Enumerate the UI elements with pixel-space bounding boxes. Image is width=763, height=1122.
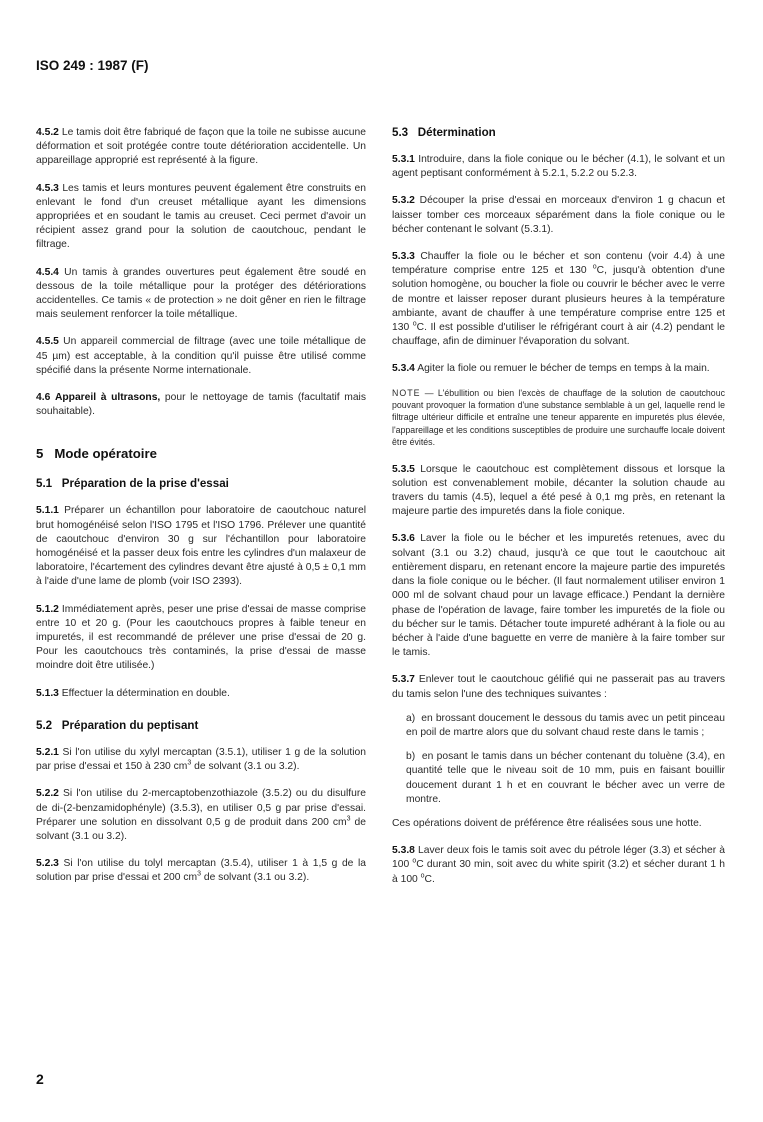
clause-text: C. xyxy=(424,873,435,885)
clause-number: 4.5.2 xyxy=(36,127,59,138)
clause-text: pour le nettoyage de tamis (facultatif mais souhaitable). xyxy=(36,392,366,418)
note-text: — L'ébullition ou bien l'excès de chauffage de la solution de caoutchouc pouvant provoquer la formation d'une substance semblable à un gel, laquelle rend le filtrage ultérieur difficile et entraîne une teneur apparente en impuretés plus élevée, l'appareillage et les conditions susceptibles de produire une surchauffe locale doivent être évités. xyxy=(392,387,725,448)
section-title: Préparation de la prise d'essai xyxy=(61,477,229,491)
clause-5-3-8 xyxy=(392,844,725,887)
section-number: 5.1 xyxy=(36,477,53,491)
clause-5-3-6 xyxy=(392,532,725,660)
clause-5-3-2 xyxy=(392,194,725,237)
clause-text: de solvant (3.1 ou 3.2). xyxy=(201,872,310,884)
section-number: 5.3 xyxy=(392,126,409,139)
degree-sign: o xyxy=(592,263,597,271)
section-title: Mode opératoire xyxy=(54,446,157,462)
clause-text: Un tamis à grandes ouvertures peut également être soudé en dessous de la toile métallique pour la protéger des détériorations accidentelles. Ce tamis « de protection » ne doit gêner en rien le filtrage mais seulement renforcer la toile métallique. xyxy=(36,266,366,321)
clause-5-3-5 xyxy=(392,463,725,520)
clause-5-3-7 xyxy=(392,673,725,701)
clause-text: C, jusqu'à obtention d'une solution homogène, ou boucher la fiole ou couvrir le bécher avec le verre de montre et laisser reposer durant plusieurs heures à la température ambiante, avant de chauffer à une température comprise entre 125 et 130 xyxy=(392,265,725,334)
item-text: en posant le tamis dans un bécher contenant du toluène (3.4), en quantité telle que le niveau soit de 10 mm, puis en faisant bouillir doucement durant 1 h et en couvrant le bécher avec un verre de montre. xyxy=(406,751,725,805)
clause-5-1-1 xyxy=(36,504,366,589)
clause-5-2-1 xyxy=(36,746,366,774)
clause-number: 5.3.2 xyxy=(392,195,415,207)
section-number: 5 xyxy=(36,446,44,462)
superscript: 3 xyxy=(197,870,201,878)
document-id-header: ISO 249 : 1987 (F) xyxy=(36,58,149,73)
clause-4-5-5 xyxy=(36,335,366,378)
clause-text: Laver deux fois le tamis soit avec du pétrole léger (3.3) et sécher à 100 xyxy=(392,845,725,871)
item-label: b) xyxy=(406,751,416,763)
clause-number: 5.2.3 xyxy=(36,858,59,870)
clause-number: 5.3.4 xyxy=(392,363,415,375)
right-column xyxy=(392,126,725,887)
section-number: 5.2 xyxy=(36,718,53,732)
clause-number: 4.5.4 xyxy=(36,266,59,278)
degree-sign: o xyxy=(412,320,417,328)
section-5-2-heading xyxy=(36,719,366,732)
clause-text: Préparer un échantillon pour laboratoire de caoutchouc naturel brut homogénéisé selon l'ISO 1795 et l'ISO 1796. Prélever une quantité de caoutchouc d'environ 30 g sur l'échantillon pour laboratoire homogénéisé et la passer deux fois entre les cylindres d'un malaxeur de laboratoire, l'écartement des cylindres devant être ajusté à 0,5 ± 0,1 mm à l'aide d'une lame de plomb (voir ISO 2393). xyxy=(36,505,366,588)
clause-number: 5.3.7 xyxy=(392,674,415,686)
clause-5-1-3 xyxy=(36,687,366,701)
clause-4-5-4 xyxy=(36,266,366,323)
clause-5-2-2 xyxy=(36,787,366,844)
clause-text: de solvant (3.1 ou 3.2). xyxy=(36,816,366,842)
clause-number: 5.3.5 xyxy=(392,463,415,475)
section-5-1-heading xyxy=(36,477,366,490)
clause-5-3-4 xyxy=(392,362,725,376)
list-item-a xyxy=(392,712,725,740)
clause-text: Un appareil commercial de filtrage (avec une toile métallique de 45 µm) est acceptable, à la condition qu'il puisse être utilisé comme spécifié dans la présente Norme internationale. xyxy=(36,336,366,376)
clause-number: 5.1.2 xyxy=(36,603,59,615)
clause-number: 4.5.3 xyxy=(36,182,59,194)
clause-text: Si l'on utilise du tolyl mercaptan (3.5.4), utiliser 1 à 1,5 g de la solution par prise d'essai et 200 cm xyxy=(36,858,366,884)
clause-text: Les tamis et leurs montures peuvent également être construits en enlevant le fond d'un creuset métallique ayant les dimensions appropriées et en soudant le tamis au creuset. Ceci permet d'avoir un récipient assez grand pour la solution de caoutchouc, pendant le filtrage. xyxy=(36,182,366,251)
note-label: NOTE xyxy=(392,387,421,398)
degree-sign: o xyxy=(420,872,425,880)
clause-number: 5.1.3 xyxy=(36,687,59,699)
list-item-b xyxy=(392,750,725,807)
superscript: 3 xyxy=(187,759,192,767)
operations-note: Ces opérations doivent de préférence être réalisées sous une hotte. xyxy=(392,817,702,829)
clause-text: C. Il est possible d'utiliser le réfrigérant court à air (4.2) pendant le chauffage, afin de diminuer l'évaporation du solvant. xyxy=(392,322,725,348)
clause-5-2-3 xyxy=(36,857,366,885)
clause-text: Effectuer la détermination en double. xyxy=(61,687,230,699)
clause-title: Appareil à ultrasons, xyxy=(54,392,161,404)
clause-text: Immédiatement après, peser une prise d'essai de masse comprise entre 10 et 20 g. (Pour les caoutchoucs propres à faible teneur en impuretés, il est recommandé de prélever une prise d'essai de 20 g. Pour les caoutchoucs très contaminés, la prise d'essai de masse moindre doit être utilisée.) xyxy=(36,603,366,672)
clause-number: 5.2.1 xyxy=(36,746,59,758)
clause-number: 4.6 xyxy=(36,392,51,404)
clause-5-3-1 xyxy=(392,153,725,181)
section-5-heading xyxy=(36,446,366,461)
clause-text: Laver la fiole ou le bécher et les impuretés retenues, avec du solvant (3.1 ou 3.2) chaud, jusqu'à ce que tout le caoutchouc ait entièrement disparu, en retenant encore la majeure partie des impuretés dans la fiole conique ou le bécher. (Il faut normalement utiliser environ 1 000 ml de solvant chaud pour un lavage efficace.) Pendant la dernière phase de l'opération de lavage, faire tomber les impuretés de la fiole ou du bécher sur le tamis. Détacher toute impureté adhérant à la fiole ou au bécher à l'aide d'une baguette en verre de manière à la faire tomber sur le tamis. xyxy=(392,533,725,659)
clause-number: 5.1.1 xyxy=(36,505,59,517)
clause-5-1-2 xyxy=(36,603,366,674)
clause-number: 5.3.8 xyxy=(392,845,415,857)
clause-text: Agiter la fiole ou remuer le bécher de temps en temps à la main. xyxy=(417,363,710,375)
clause-text: Si l'on utilise du xylyl mercaptan (3.5.1), utiliser 1 g de la solution par prise d'essai et 150 à 230 cm xyxy=(36,746,366,773)
clause-text: Enlever tout le caoutchouc gélifié qui ne passerait pas au travers du tamis selon l'une des techniques suivantes : xyxy=(392,674,725,700)
degree-sign: o xyxy=(412,857,417,865)
clause-4-5-2 xyxy=(36,126,366,169)
clause-text: Si l'on utilise du 2-mercaptobenzothiazole (3.5.2) ou du disulfure de di-(2-benzamidophényle) (3.5.3), en utiliser 0,5 g par prise d'essai. Préparer une solution en dissolvant 0,5 g de produit dans 200 cm xyxy=(36,788,366,828)
clause-4-6 xyxy=(36,391,366,419)
note xyxy=(392,387,725,449)
clause-number: 5.3.3 xyxy=(392,251,415,263)
clause-number: 5.3.1 xyxy=(392,154,415,165)
left-column xyxy=(36,126,366,886)
superscript: 3 xyxy=(346,815,351,823)
section-title: Détermination xyxy=(417,126,496,139)
clause-text: Lorsque le caoutchouc est complètement dissous et lorsque la solution est convenablement mobile, décanter la solution chaude au travers du tamis (4.5), lequel a été pesé à 0,1 mg près, en retenant la majeure partie des impuretés dans la fiole conique. xyxy=(392,463,725,518)
clause-text: Découper la prise d'essai en morceaux d'environ 1 g chacun et laisser tomber ces morceaux séparément dans la fiole conique ou le bécher contenant le solvant (5.3.1). xyxy=(392,195,725,235)
section-5-3-heading xyxy=(392,126,725,139)
item-text: en brossant doucement le dessous du tamis avec un petit pinceau en poil de martre alors que du solvant chaud reste dans le tamis ; xyxy=(406,712,725,738)
clause-text: Le tamis doit être fabriqué de façon que la toile ne subisse aucune déformation et soit protégée contre toute détérioration accidentelle. Un appareillage approprié est représenté à la figure. xyxy=(36,127,366,167)
clause-text: Chauffer la fiole ou le bécher et son contenu (voir 4.4) à une température comprise entre 125 et 130 xyxy=(392,251,725,277)
clause-text: de solvant (3.1 ou 3.2). xyxy=(191,761,300,773)
clause-number: 4.5.5 xyxy=(36,336,59,348)
page-number: 2 xyxy=(36,1071,44,1087)
clause-5-3-3 xyxy=(392,250,725,349)
section-title: Préparation du peptisant xyxy=(61,718,199,732)
clause-text: Introduire, dans la fiole conique ou le bécher (4.1), le solvant et un agent peptisant conformément à 5.2.1, 5.2.2 ou 5.2.3. xyxy=(392,154,725,180)
clause-number: 5.3.6 xyxy=(392,533,415,545)
clause-text: C durant 30 min, soit avec du white spirit (3.2) et sécher durant 1 h à 100 xyxy=(392,859,725,885)
item-label: a) xyxy=(406,712,416,724)
clause-4-5-3 xyxy=(36,182,366,253)
clause-number: 5.2.2 xyxy=(36,788,59,800)
